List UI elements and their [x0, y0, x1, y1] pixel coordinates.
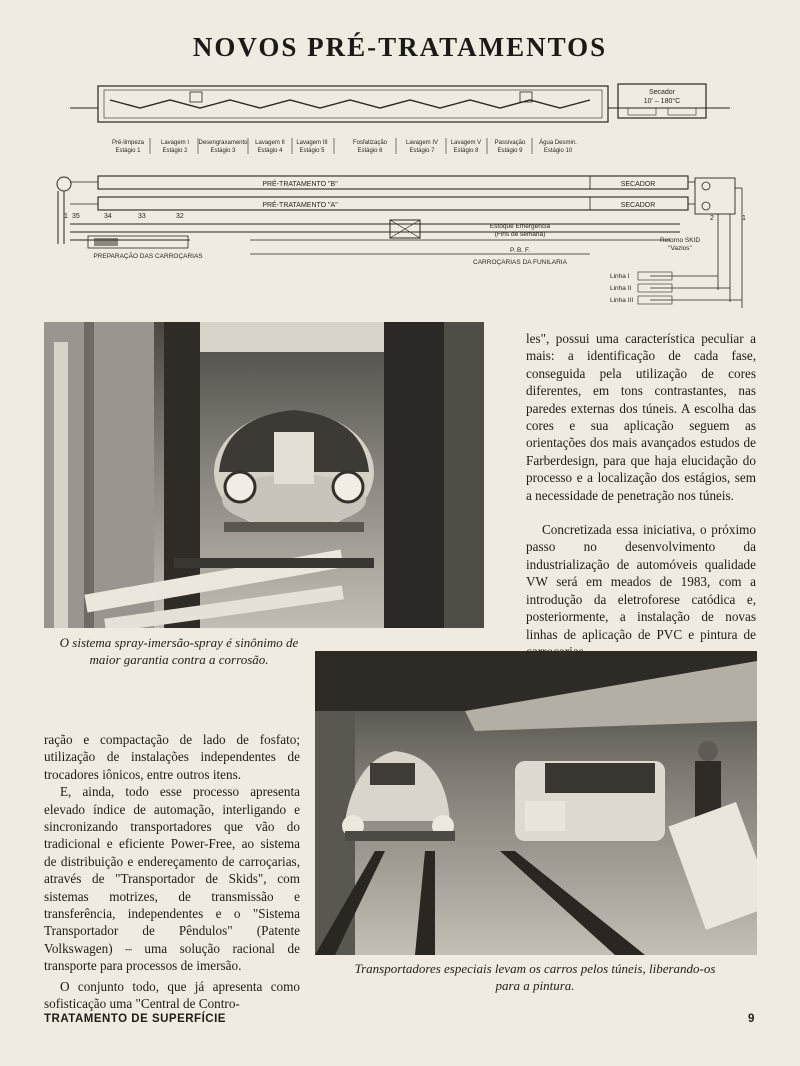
number-label: 2 — [710, 215, 714, 222]
photo2-caption: Transportadores especiais levam os carros pelos túneis, liberando-os para a pintura. — [354, 961, 716, 993]
secador-a-label: SECADOR — [620, 202, 656, 209]
footer-section-name: TRATAMENTO DE SUPERFÍCIE — [44, 1013, 226, 1025]
photo1-caption: O sistema spray-imersão-spray é sinônimo de maior garantia contra a corrosão. — [59, 635, 299, 667]
left-column-text — [44, 731, 300, 1013]
number-label: 1 — [64, 213, 68, 220]
number-label: 34 — [104, 213, 112, 220]
stage-10-number: Estágio 10 — [543, 148, 573, 154]
stage-10-name: Água Desmin. — [539, 140, 577, 146]
preparacao-label: PREPARAÇÃO DAS CARROÇARIAS — [93, 253, 203, 260]
retorno-skid-label: Retorno SKID — [659, 237, 701, 244]
linha-3-label: Linha III — [610, 297, 634, 304]
stage-9-name: Passivação — [494, 140, 526, 146]
stage-8-name: Lavagem V — [450, 140, 482, 146]
paragraph: E, ainda, todo esse processo apresenta elevado índice de automação, interligando e sincronizando transportadores que vão do tradicional e eficiente Power-Free, ao sistema de distribuição e endereçamento de carroçarias, através de "Transportador de Skids", com sistemas motrizes, de transmissão e transferência, independentes e o "Sistema Transportador de Pêndulos" (Patente Volkswagen) – uma solução racional de transporte para processos de imersão. — [44, 784, 300, 974]
stage-7-number: Estágio 7 — [409, 148, 435, 154]
plan-view — [57, 176, 746, 308]
stage-6-number: Estágio 6 — [357, 148, 383, 154]
stage-3-number: Estágio 3 — [210, 148, 236, 154]
linha-1-label: Linha I — [610, 273, 630, 280]
secador-temp: 10' – 180°C — [643, 98, 681, 105]
pretratamento-b-label: PRÉ-TRATAMENTO "B" — [262, 181, 338, 188]
page-number: 9 — [748, 1013, 755, 1025]
secador-b-label: SECADOR — [620, 181, 656, 188]
paragraph: les", possui uma característica peculiar a mais: a identificação de cada fase, conseguida pela utilização de cores diferentes, em tons contrastantes, nas paredes externas dos túneis. A escolha das cores e sua aplicação seguem as orientações dos mais avançados estudos de Farberdesign, para que haja elucidação do processo e a localização dos estágios, sem a necessidade de penetração nos túneis. — [526, 331, 756, 503]
number-label: 32 — [176, 213, 184, 220]
stage-3-name: Desengraxamento — [198, 140, 248, 146]
stage-8-number: Estágio 8 — [453, 148, 479, 154]
process-diagram — [50, 78, 760, 318]
stage-5-number: Estágio 5 — [299, 148, 325, 154]
pbf-label: P. B. F. — [509, 247, 531, 254]
secador-label: Secador — [648, 89, 676, 96]
stage-2-name: Lavagem I — [160, 140, 190, 146]
number-label: 1 — [742, 215, 746, 222]
stage-6-name: Fosfatização — [352, 140, 388, 146]
estoque-label: Estoque Emergência — [489, 223, 551, 230]
stage-9-number: Estágio 9 — [497, 148, 523, 154]
stage-4-name: Lavagem II — [255, 140, 285, 146]
stage-1-name: Pré-limpeza — [111, 140, 145, 146]
photo-beetle-immersion — [44, 322, 484, 628]
retorno-skid-sub-label: "Vazios" — [668, 245, 692, 252]
right-column-text — [526, 330, 756, 660]
stage-4-number: Estágio 4 — [257, 148, 283, 154]
secador-box — [618, 84, 706, 118]
pretreatment-tunnel — [70, 86, 730, 122]
estoque-sub-label: (Fins de semana) — [494, 231, 546, 238]
paragraph: O conjunto todo, que já apresenta como sofisticação uma "Central de Contro- — [44, 978, 300, 1012]
stage-labels — [112, 138, 577, 154]
stage-5-name: Lavagem III — [296, 140, 328, 146]
pretratamento-a-label: PRÉ-TRATAMENTO "A" — [262, 202, 338, 209]
linha-2-label: Linha II — [610, 285, 632, 292]
number-label: 33 — [138, 213, 146, 220]
stage-2-number: Estágio 2 — [162, 148, 188, 154]
paragraph: Concretizada essa iniciativa, o próximo passo no desenvolvimento da industrialização de automóveis qualidade VW será em meados de 1983, com a introdução da eletroforese catódica e, posteriormente, a instalação de novas linhas de aplicação de PVC e pintura de — [526, 522, 756, 642]
number-label: 35 — [72, 213, 80, 220]
carrocarias-funilaria-label: CARROÇARIAS DA FUNILARIA — [473, 259, 567, 266]
paragraph: ração e compactação de lado de fosfato; utilização de instalações independentes de trocadores iônicos, entre outros itens. — [44, 732, 300, 782]
page-title: NOVOS PRÉ-TRATAMENTOS — [192, 32, 608, 62]
photo-transport-line — [315, 651, 757, 955]
stage-1-number: Estágio 1 — [115, 148, 141, 154]
stage-7-name: Lavagem IV — [405, 140, 439, 146]
